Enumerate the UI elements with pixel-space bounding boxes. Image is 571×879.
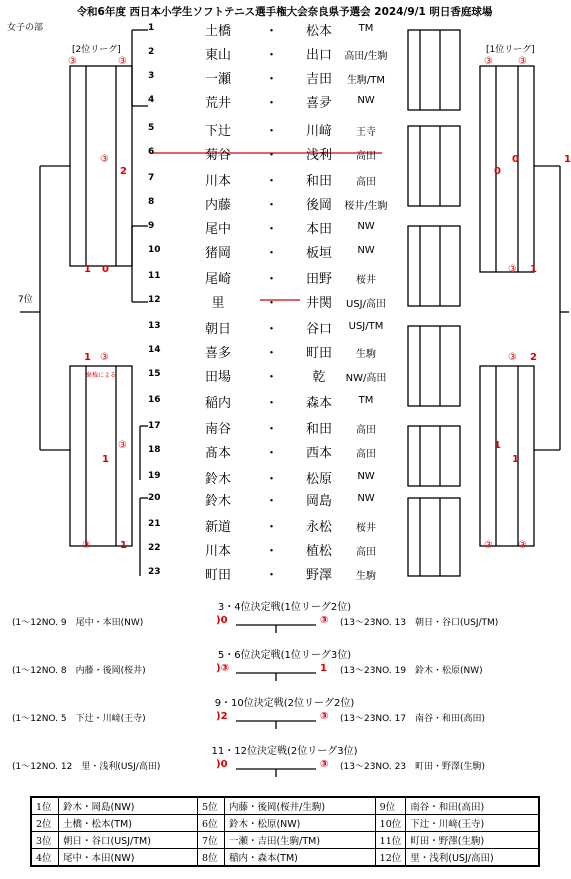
pair-row xyxy=(148,68,408,90)
pair-number: 10 xyxy=(148,245,161,255)
team-name: TM xyxy=(358,23,374,34)
player-1: 里 xyxy=(211,296,225,311)
match-left: (1～12NO. 9 尾中・本田(NW) xyxy=(12,618,144,628)
separator: ・ xyxy=(265,568,279,583)
playoff-match xyxy=(0,598,569,638)
final-results-table xyxy=(30,796,540,867)
pair-cell: 鈴木・岡島(NW) xyxy=(59,797,198,815)
player-1: 田場 xyxy=(204,370,231,385)
team-name: TM xyxy=(358,395,374,406)
player-1: 川本 xyxy=(204,174,231,189)
team-name: NW xyxy=(357,245,375,256)
match-right: (13～23NO. 13 朝日・谷口(USJ/TM) xyxy=(340,618,499,628)
player-1: 鈴木 xyxy=(204,472,231,487)
team-name: 桜井 xyxy=(356,523,376,534)
rank-cell: 1位 xyxy=(31,797,59,815)
pair-cell: 内藤・後岡(桜井/生駒) xyxy=(224,797,375,815)
match-line xyxy=(236,664,316,682)
separator: ・ xyxy=(265,198,279,213)
pair-cell: 里・浅利(USJ/高田) xyxy=(406,849,539,867)
rank-cell: 8位 xyxy=(197,849,224,867)
player-1: 下辻 xyxy=(204,124,231,139)
player-2: 後岡 xyxy=(305,198,332,213)
player-2: 浅利 xyxy=(305,148,332,163)
separator: ・ xyxy=(265,48,279,63)
player-2: 出口 xyxy=(305,48,332,63)
pair-row xyxy=(148,144,408,166)
team-name: 高田 xyxy=(356,177,376,188)
separator: ・ xyxy=(265,396,279,411)
match-title: 3・4位決定戦(1位リーグ2位) xyxy=(217,602,352,613)
player-2: 野澤 xyxy=(305,568,332,583)
score-mark: 2 xyxy=(530,352,537,363)
score-mark: 1 xyxy=(102,454,109,465)
pair-cell: 朝日・谷口(USJ/TM) xyxy=(59,832,198,849)
team-name: 生駒 xyxy=(356,349,376,360)
score-mark: ③ xyxy=(82,540,91,551)
pair-row xyxy=(148,218,408,240)
player-2: 森本 xyxy=(305,396,332,411)
player-1: 町田 xyxy=(204,568,231,583)
seventh-label: 7位 xyxy=(18,295,33,305)
separator: ・ xyxy=(265,72,279,87)
pair-row xyxy=(148,318,408,340)
pair-number: 6 xyxy=(148,147,155,157)
playoff-match xyxy=(0,742,569,782)
score-mark: ③ xyxy=(68,56,77,67)
separator: ・ xyxy=(265,174,279,189)
player-2: 植松 xyxy=(305,544,332,559)
match-title: 9・10位決定戦(2位リーグ2位) xyxy=(214,698,355,709)
separator: ・ xyxy=(265,124,279,139)
team-name: 高田 xyxy=(356,547,376,558)
player-1: 菊谷 xyxy=(204,148,231,163)
result-row xyxy=(31,832,539,849)
team-name: 桜井 xyxy=(356,275,376,286)
pair-row xyxy=(148,170,408,192)
pair-number: 8 xyxy=(148,197,155,207)
separator: ・ xyxy=(265,272,279,287)
team-name: 高田 xyxy=(356,151,376,162)
player-2: 田野 xyxy=(305,272,332,287)
pair-cell: 稲内・森本(TM) xyxy=(224,849,375,867)
pair-row xyxy=(148,342,408,364)
player-1: 尾中 xyxy=(204,222,231,237)
match-right: (13～23NO. 17 南谷・和田(高田) xyxy=(340,714,486,724)
pair-number: 15 xyxy=(148,369,161,379)
match-line xyxy=(236,712,316,730)
score-mark: ③ xyxy=(508,352,517,363)
score-mark: 1 xyxy=(84,352,91,363)
pair-row xyxy=(148,442,408,464)
pair-number: 4 xyxy=(148,95,155,105)
separator: ・ xyxy=(265,96,279,111)
team-name: USJ/高田 xyxy=(346,299,386,310)
pair-number: 5 xyxy=(148,123,155,133)
score-mark: ③ xyxy=(484,540,493,551)
score-mark: 1 xyxy=(530,264,537,275)
left-score: )0 xyxy=(216,615,228,626)
rank-cell: 12位 xyxy=(375,849,406,867)
match-left: (1～12NO. 12 里・浅利(USJ/高田) xyxy=(12,762,161,772)
pair-number: 20 xyxy=(148,493,161,503)
rank-cell: 2位 xyxy=(31,815,59,832)
player-1: 東山 xyxy=(204,48,231,63)
kiken-note: 棄権による xyxy=(86,372,117,379)
separator: ・ xyxy=(265,322,279,337)
pair-cell: 土橋・松本(TM) xyxy=(59,815,198,832)
player-2: 岡島 xyxy=(305,494,332,509)
pair-cell: 尾中・本田(NW) xyxy=(59,849,198,867)
team-name: NW xyxy=(357,221,375,232)
result-row xyxy=(31,815,539,832)
score-mark: 1 xyxy=(512,454,519,465)
pair-row xyxy=(148,468,408,490)
rank-cell: 6位 xyxy=(197,815,224,832)
pair-number: 17 xyxy=(148,421,161,431)
pair-row xyxy=(148,540,408,562)
player-1: 稲内 xyxy=(204,396,231,411)
pair-row xyxy=(148,516,408,538)
pair-cell: 南谷・和田(高田) xyxy=(406,797,539,815)
rank-cell: 7位 xyxy=(197,832,224,849)
pair-row xyxy=(148,242,408,264)
pair-row xyxy=(148,292,408,314)
player-1: 内藤 xyxy=(204,198,231,213)
player-2: 本田 xyxy=(305,222,332,237)
score-mark: 1 xyxy=(564,154,571,165)
pair-number: 14 xyxy=(148,345,161,355)
result-row xyxy=(31,797,539,815)
pair-cell: 鈴木・松原(NW) xyxy=(224,815,375,832)
pair-number: 23 xyxy=(148,567,161,577)
division-label: 女子の部 xyxy=(7,23,44,33)
score-mark: 1 xyxy=(84,264,91,275)
league-right-label: [1位リーグ] xyxy=(486,45,535,55)
right-score: ③ xyxy=(320,711,329,722)
pair-row xyxy=(148,92,408,114)
pair-number: 19 xyxy=(148,471,161,481)
player-2: 井関 xyxy=(305,296,332,311)
left-score: )2 xyxy=(216,711,228,722)
team-name: 生駒/TM xyxy=(346,75,386,86)
left-score: )0 xyxy=(216,759,228,770)
pair-number: 9 xyxy=(148,221,155,231)
right-score: ③ xyxy=(320,615,329,626)
separator: ・ xyxy=(265,296,279,311)
pair-number: 21 xyxy=(148,519,161,529)
pair-row xyxy=(148,268,408,290)
team-name: 高田 xyxy=(356,425,376,436)
player-2: 和田 xyxy=(305,422,332,437)
pair-row xyxy=(148,120,408,142)
player-1: 尾崎 xyxy=(204,272,231,287)
rank-cell: 9位 xyxy=(375,797,406,815)
right-score: ③ xyxy=(320,759,329,770)
playoff-match xyxy=(0,646,569,686)
right-score: 1 xyxy=(320,663,327,674)
player-2: 西本 xyxy=(305,446,332,461)
player-1: 髙本 xyxy=(204,446,231,461)
team-name: NW xyxy=(357,493,375,504)
pair-number: 12 xyxy=(148,295,161,305)
player-2: 谷口 xyxy=(305,322,332,337)
score-mark: 2 xyxy=(120,166,127,177)
rank-cell: 10位 xyxy=(375,815,406,832)
pair-number: 1 xyxy=(148,23,155,33)
team-name: NW/高田 xyxy=(345,373,387,384)
player-1: 鈴木 xyxy=(204,494,231,509)
match-right: (13～23NO. 19 鈴木・松原(NW) xyxy=(340,666,483,676)
score-mark: ③ xyxy=(508,264,517,275)
rank-cell: 5位 xyxy=(197,797,224,815)
player-1: 喜多 xyxy=(204,346,231,361)
player-1: 南谷 xyxy=(204,422,231,437)
team-name: NW xyxy=(357,471,375,482)
player-1: 朝日 xyxy=(204,322,231,337)
score-mark: 1 xyxy=(494,440,501,451)
separator: ・ xyxy=(265,520,279,535)
match-left: (1～12NO. 5 下辻・川﨑(王寺) xyxy=(12,714,146,724)
team-name: 桜井/生駒 xyxy=(344,201,388,212)
pair-cell: 下辻・川﨑(王寺) xyxy=(406,815,539,832)
player-2: 喜夛 xyxy=(305,96,332,111)
score-mark: 0 xyxy=(512,154,519,165)
score-mark: ③ xyxy=(100,352,109,363)
pair-number: 7 xyxy=(148,173,155,183)
pair-row xyxy=(148,194,408,216)
separator: ・ xyxy=(265,24,279,39)
pair-number: 18 xyxy=(148,445,161,455)
score-mark: 0 xyxy=(102,264,109,275)
match-title: 11・12位決定戦(2位リーグ3位) xyxy=(211,746,358,757)
score-mark: ③ xyxy=(118,440,127,451)
player-2: 永松 xyxy=(305,520,332,535)
result-row xyxy=(31,849,539,867)
player-2: 板垣 xyxy=(305,246,332,261)
team-name: 王寺 xyxy=(356,127,376,138)
player-2: 松原 xyxy=(305,472,332,487)
team-name: USJ/TM xyxy=(348,321,384,332)
rank-cell: 3位 xyxy=(31,832,59,849)
pair-number: 3 xyxy=(148,71,155,81)
player-2: 吉田 xyxy=(305,72,332,87)
player-1: 猪岡 xyxy=(204,246,231,261)
match-title: 5・6位決定戦(1位リーグ3位) xyxy=(217,650,352,661)
pair-row xyxy=(148,366,408,388)
score-mark: 0 xyxy=(494,166,501,177)
league-left-label: [2位リーグ] xyxy=(72,45,121,55)
separator: ・ xyxy=(265,544,279,559)
pair-number: 16 xyxy=(148,395,161,405)
player-2: 乾 xyxy=(312,370,326,385)
score-mark: 1 xyxy=(120,540,127,551)
player-2: 町田 xyxy=(305,346,332,361)
score-mark: ③ xyxy=(100,154,109,165)
score-mark: ③ xyxy=(484,56,493,67)
match-left: (1～12NO. 8 内藤・後岡(桜井) xyxy=(12,666,146,676)
pair-row xyxy=(148,20,408,42)
separator: ・ xyxy=(265,346,279,361)
separator: ・ xyxy=(265,446,279,461)
pair-number: 2 xyxy=(148,47,155,57)
team-name: 生駒 xyxy=(356,571,376,582)
pair-row xyxy=(148,44,408,66)
team-name: NW xyxy=(357,95,375,106)
match-line xyxy=(236,760,316,778)
player-1: 新道 xyxy=(204,520,231,535)
pair-row xyxy=(148,490,408,512)
separator: ・ xyxy=(265,148,279,163)
left-score: )③ xyxy=(216,663,230,674)
rank-cell: 4位 xyxy=(31,849,59,867)
pair-number: 22 xyxy=(148,543,161,553)
separator: ・ xyxy=(265,222,279,237)
pair-number: 11 xyxy=(148,271,161,281)
match-right: (13～23NO. 23 町田・野澤(生駒) xyxy=(340,762,486,772)
player-1: 土橋 xyxy=(204,24,231,39)
team-name: 高田 xyxy=(356,449,376,460)
pair-cell: 一瀬・吉田(生駒/TM) xyxy=(224,832,375,849)
score-mark: ③ xyxy=(518,56,527,67)
score-mark: ③ xyxy=(118,56,127,67)
player-2: 和田 xyxy=(305,174,332,189)
score-mark: ③ xyxy=(518,540,527,551)
separator: ・ xyxy=(265,494,279,509)
pair-number: 13 xyxy=(148,321,161,331)
player-2: 松本 xyxy=(305,24,332,39)
player-1: 川本 xyxy=(204,544,231,559)
player-2: 川﨑 xyxy=(305,124,332,139)
pair-row xyxy=(148,392,408,414)
separator: ・ xyxy=(265,472,279,487)
rank-cell: 11位 xyxy=(375,832,406,849)
pair-row xyxy=(148,564,408,586)
pair-row xyxy=(148,418,408,440)
team-name: 高田/生駒 xyxy=(344,51,388,62)
playoff-match xyxy=(0,694,569,734)
player-1: 荒井 xyxy=(204,96,231,111)
separator: ・ xyxy=(265,246,279,261)
player-1: 一瀬 xyxy=(204,72,231,87)
separator: ・ xyxy=(265,422,279,437)
pair-cell: 町田・野澤(生駒) xyxy=(406,832,539,849)
page-title: 令和6年度 西日本小学生ソフトテニス選手権大会奈良県予選会 2024/9/1 明日香庭球場 xyxy=(76,6,493,18)
match-line xyxy=(236,616,316,634)
separator: ・ xyxy=(265,370,279,385)
